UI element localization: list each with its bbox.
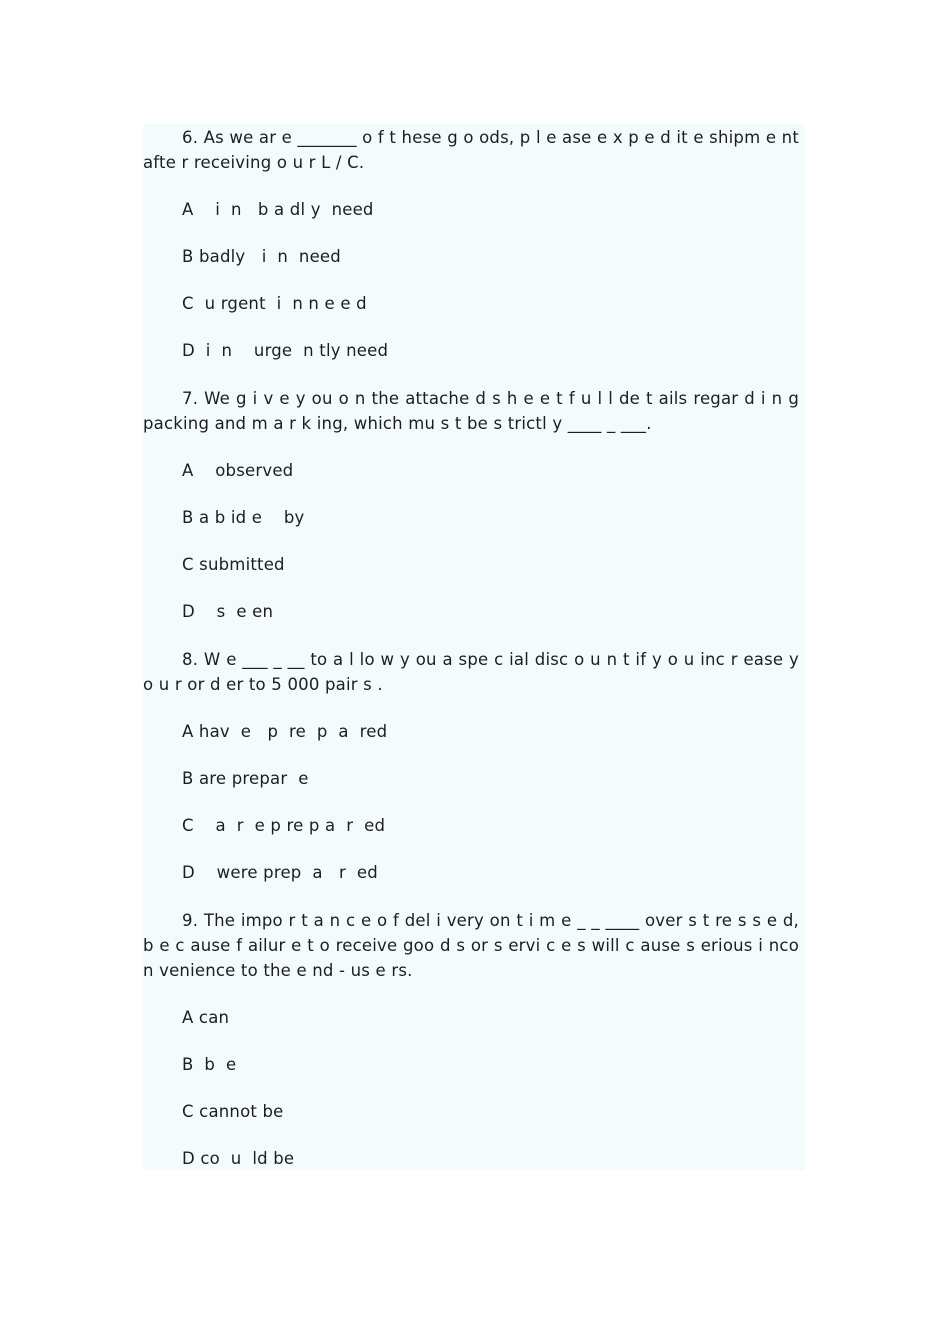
content-block: [143, 124, 805, 1170]
question-6-option-c: C u rgent i n n e e d: [182, 294, 367, 313]
question-7-option-b: B a b id e by: [182, 508, 305, 527]
question-8-option-c: C a r e p re p a r ed: [182, 816, 386, 835]
question-6-option-b: B badly i n need: [182, 247, 341, 266]
question-8-option-d: D were prep a r ed: [182, 863, 378, 882]
question-7-option-a: A observed: [182, 461, 294, 480]
question-9-option-d: D co u ld be: [182, 1149, 295, 1168]
question-9-option-b: B b e: [182, 1055, 237, 1074]
question-7-stem: 7. We g i v e y ou o n the attache d s h e e t f u l l de t ails regar d i n g packing and m a r k ing, which mu s t be s trictl y ____ _ ___.: [143, 389, 799, 433]
question-7-option-d: D s e en: [182, 602, 274, 621]
question-9-option-a: A can: [182, 1008, 230, 1027]
question-6-option-d: D i n urge n tly need: [182, 341, 389, 360]
question-6-option-a: A i n b a dl y need: [182, 200, 374, 219]
question-8-option-a: A hav e p re p a red: [182, 722, 388, 741]
question-8-option-b: B are prepar e: [182, 769, 309, 788]
question-9-stem: 9. The impo r t a n c e o f del i very on t i m e _ _ ____ over s t re s s e d, b e c ause f ailur e t o receive goo d s or s ervi c e s will c ause s erious i nco n venience to the e nd - us e rs.: [143, 911, 799, 980]
question-9-option-c: C cannot be: [182, 1102, 284, 1121]
question-7-option-c: C submitted: [182, 555, 285, 574]
question-8-stem: 8. W e ___ _ __ to a l lo w y ou a spe c ial disc o u n t if y o u inc r ease y o u r or d er to 5 000 pair s .: [143, 650, 799, 694]
question-6-stem: 6. As we ar e _______ o f t hese g o ods, p l e ase e x p e d it e shipm e nt afte r receiving o u r L / C.: [143, 128, 799, 172]
